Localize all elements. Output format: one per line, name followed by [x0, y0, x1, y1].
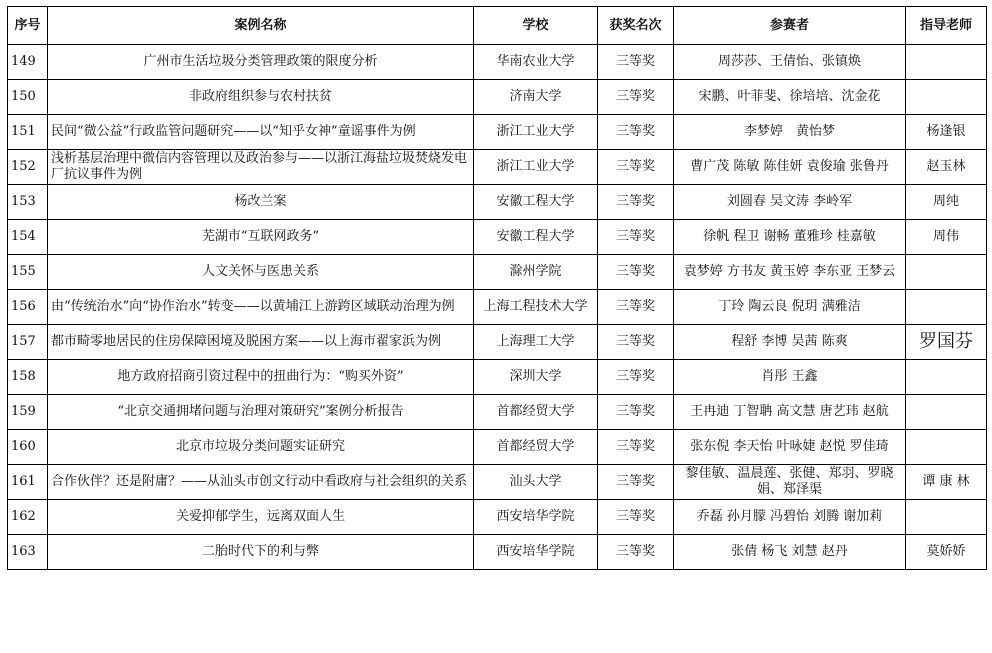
- award-rank: 三等奖: [598, 290, 674, 325]
- case-name: 民间“微公益”行政监管问题研究——以“知乎女神”童谣事件为例: [48, 115, 474, 150]
- case-name: 关爱抑郁学生，远离双面人生: [48, 500, 474, 535]
- participants: 徐帆 程卫 谢畅 董雅珍 桂嘉敏: [674, 220, 906, 255]
- row-number: 160: [8, 430, 48, 465]
- case-name: 都市畸零地居民的住房保障困境及脱困方案——以上海市翟家浜为例: [48, 325, 474, 360]
- award-rank: 三等奖: [598, 185, 674, 220]
- row-number: 149: [8, 45, 48, 80]
- table-row: [8, 360, 987, 395]
- case-name: 由“传统治水”向“协作治水”转变——以黄埔江上游跨区域联动治理为例: [48, 290, 474, 325]
- award-rank: 三等奖: [598, 115, 674, 150]
- row-number: 153: [8, 185, 48, 220]
- table-row: [8, 395, 987, 430]
- table-row: [8, 290, 987, 325]
- advisor: 杨逢银: [906, 115, 987, 150]
- school-name: 华南农业大学: [474, 45, 598, 80]
- award-rank: 三等奖: [598, 465, 674, 500]
- case-name: 浅析基层治理中微信内容管理以及政治参与——以浙江海盐垃圾焚烧发电厂抗议事件为例: [48, 150, 474, 185]
- header-advisor: 指导老师: [906, 7, 987, 45]
- school-name: 西安培华学院: [474, 500, 598, 535]
- participants: 黎佳敏、温晨莲、张健、郑羽、罗晓娟、郑泽渠: [674, 465, 906, 500]
- award-rank: 三等奖: [598, 360, 674, 395]
- row-number: 154: [8, 220, 48, 255]
- school-name: 汕头大学: [474, 465, 598, 500]
- school-name: 济南大学: [474, 80, 598, 115]
- case-name: 合作伙伴？还是附庸？——从汕头市创文行动中看政府与社会组织的关系: [48, 465, 474, 500]
- table-row: [8, 115, 987, 150]
- advisor: [906, 500, 987, 535]
- participants: 王冉迪 丁智聃 高文慧 唐艺玮 赵航: [674, 395, 906, 430]
- participants: 李梦婷 黄怡梦: [674, 115, 906, 150]
- advisor: 周纯: [906, 185, 987, 220]
- participants: 肖彤 王鑫: [674, 360, 906, 395]
- table-row: [8, 535, 987, 570]
- school-name: 西安培华学院: [474, 535, 598, 570]
- case-name: 二胎时代下的利与弊: [48, 535, 474, 570]
- row-number: 162: [8, 500, 48, 535]
- award-rank: 三等奖: [598, 395, 674, 430]
- header-participants: 参赛者: [674, 7, 906, 45]
- table-row: [8, 465, 987, 500]
- header-row: [8, 7, 987, 45]
- participants: 乔磊 孙月朦 冯碧怡 刘腾 谢加莉: [674, 500, 906, 535]
- header-case: 案例名称: [48, 7, 474, 45]
- school-name: 滁州学院: [474, 255, 598, 290]
- row-number: 157: [8, 325, 48, 360]
- school-name: 首都经贸大学: [474, 430, 598, 465]
- header-award: 获奖名次: [598, 7, 674, 45]
- case-name: 芜湖市“互联网政务”: [48, 220, 474, 255]
- advisor: [906, 430, 987, 465]
- row-number: 159: [8, 395, 48, 430]
- case-name: 地方政府招商引资过程中的扭曲行为：“购买外资”: [48, 360, 474, 395]
- award-rank: 三等奖: [598, 535, 674, 570]
- row-number: 150: [8, 80, 48, 115]
- participants: 丁玲 陶云良 倪玥 满雅洁: [674, 290, 906, 325]
- advisor: 谭 康 林: [906, 465, 987, 500]
- advisor: [906, 395, 987, 430]
- row-number: 156: [8, 290, 48, 325]
- row-number: 161: [8, 465, 48, 500]
- award-rank: 三等奖: [598, 255, 674, 290]
- row-number: 151: [8, 115, 48, 150]
- advisor: [906, 360, 987, 395]
- table-row: [8, 325, 987, 360]
- table-row: [8, 220, 987, 255]
- school-name: 上海理工大学: [474, 325, 598, 360]
- school-name: 浙江工业大学: [474, 115, 598, 150]
- school-name: 浙江工业大学: [474, 150, 598, 185]
- participants: 刘圆春 吴文涛 李岭军: [674, 185, 906, 220]
- advisor: 赵玉林: [906, 150, 987, 185]
- participants: 宋鹏、叶菲斐、徐培培、沈金花: [674, 80, 906, 115]
- award-rank: 三等奖: [598, 325, 674, 360]
- advisor: [906, 255, 987, 290]
- row-number: 158: [8, 360, 48, 395]
- participants: 张东倪 李天怡 叶咏婕 赵悦 罗佳琦: [674, 430, 906, 465]
- participants: 程舒 李博 吴茜 陈爽: [674, 325, 906, 360]
- award-rank: 三等奖: [598, 430, 674, 465]
- award-rank: 三等奖: [598, 500, 674, 535]
- case-name: 广州市生活垃圾分类管理政策的限度分析: [48, 45, 474, 80]
- award-rank: 三等奖: [598, 45, 674, 80]
- row-number: 155: [8, 255, 48, 290]
- case-name: 杨改兰案: [48, 185, 474, 220]
- participants: 张倩 杨飞 刘慧 赵丹: [674, 535, 906, 570]
- award-rank: 三等奖: [598, 220, 674, 255]
- advisor: [906, 45, 987, 80]
- participants: 曹广茂 陈敏 陈佳妍 袁俊瑜 张鲁丹: [674, 150, 906, 185]
- school-name: 安徽工程大学: [474, 220, 598, 255]
- row-number: 152: [8, 150, 48, 185]
- case-name: 人文关怀与医患关系: [48, 255, 474, 290]
- header-num: 序号: [8, 7, 48, 45]
- table-row: [8, 430, 987, 465]
- case-name: 北京市垃圾分类问题实证研究: [48, 430, 474, 465]
- table-row: [8, 80, 987, 115]
- table-row: [8, 185, 987, 220]
- table-row: [8, 500, 987, 535]
- advisor: [906, 80, 987, 115]
- awards-table: [7, 6, 987, 570]
- advisor: 莫娇娇: [906, 535, 987, 570]
- school-name: 首都经贸大学: [474, 395, 598, 430]
- school-name: 上海工程技术大学: [474, 290, 598, 325]
- award-rank: 三等奖: [598, 80, 674, 115]
- participants: 周莎莎、王倩怡、张镇焕: [674, 45, 906, 80]
- award-rank: 三等奖: [598, 150, 674, 185]
- participants: 袁梦婷 方书友 黄玉婷 李东亚 王梦云: [674, 255, 906, 290]
- row-number: 163: [8, 535, 48, 570]
- advisor: 罗国芬: [906, 325, 987, 360]
- case-name: 非政府组织参与农村扶贫: [48, 80, 474, 115]
- table-row: [8, 150, 987, 185]
- case-name: “北京交通拥堵问题与治理对策研究”案例分析报告: [48, 395, 474, 430]
- table-row: [8, 45, 987, 80]
- school-name: 深圳大学: [474, 360, 598, 395]
- advisor: 周伟: [906, 220, 987, 255]
- school-name: 安徽工程大学: [474, 185, 598, 220]
- header-school: 学校: [474, 7, 598, 45]
- advisor: [906, 290, 987, 325]
- table-row: [8, 255, 987, 290]
